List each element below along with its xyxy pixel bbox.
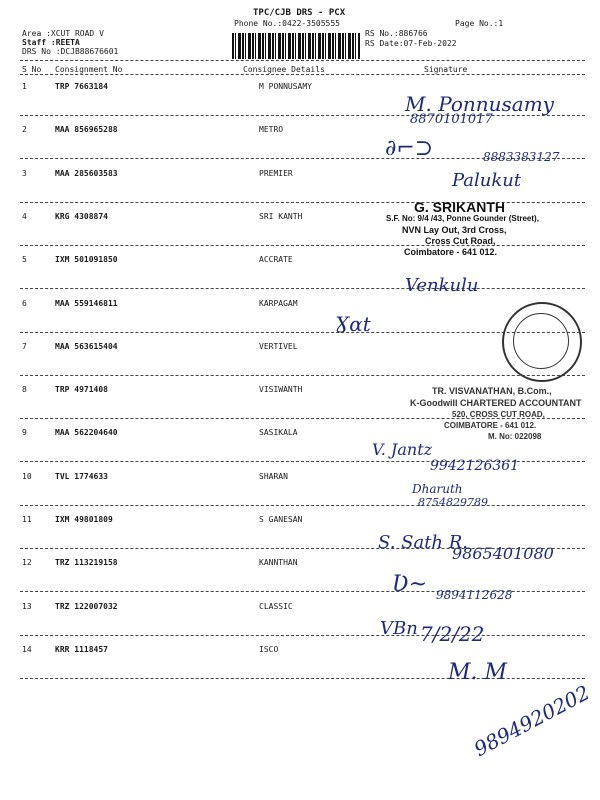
visvanathan-stamp-line1: TR. VISVANATHAN, B.Com., [432, 386, 552, 396]
signature-10: Dharuth [412, 482, 463, 496]
row-consignment: TRZ 122007032 [55, 602, 118, 611]
row-consignment: MAA 563615404 [55, 342, 118, 351]
report-title: TPC/CJB DRS - PCX [253, 8, 346, 18]
row-consignee: METRO [259, 125, 284, 134]
row-serial-number: 6 [22, 299, 27, 308]
row-serial-number: 13 [22, 602, 32, 611]
row-consignee: SHARAN [259, 472, 288, 481]
signature-12-number: 9894112628 [436, 588, 513, 602]
row-consignment: MAA 856965288 [55, 125, 118, 134]
signature-1: M. Ponnusamy [405, 92, 554, 116]
column-header-consignee: Consignee Details [243, 65, 325, 74]
row-separator [20, 332, 585, 333]
row-serial-number: 9 [22, 428, 27, 437]
row-consignment: TVL 1774633 [55, 472, 108, 481]
row-separator [20, 635, 585, 636]
signature-13-date: 7/2/22 [420, 622, 485, 646]
page-number: Page No.:1 [455, 19, 504, 28]
row-serial-number: 11 [22, 515, 32, 524]
area-label: Area :XCUT ROAD V [22, 29, 104, 38]
signature-1-number: 8870101017 [410, 112, 493, 127]
signature-5: Venkulu [405, 275, 479, 296]
row-serial-number: 1 [22, 82, 27, 91]
row-consignee: M PONNUSAMY [259, 82, 312, 91]
column-header-separator [20, 74, 585, 75]
row-serial-number: 4 [22, 212, 27, 221]
visvanathan-stamp-line3: 520, CROSS CUT ROAD, [452, 410, 545, 419]
row-consignee: ACCRATE [259, 255, 293, 264]
row-consignment: KRR 1118457 [55, 645, 108, 654]
row-consignee: S GANESAN [259, 515, 303, 524]
signature-2-number: 8883383127 [483, 150, 560, 164]
visvanathan-stamp-line4: COIMBATORE - 641 012. [444, 421, 537, 430]
row-consignment: MAA 562204640 [55, 428, 118, 437]
rs-number: RS No.:886766 [365, 29, 428, 38]
row-serial-number: 7 [22, 342, 27, 351]
signature-12: Ʋ~ [392, 572, 428, 597]
drs-number: DRS No :DCJB88676601 [22, 47, 119, 56]
row-separator [20, 245, 585, 246]
signature-11-number: 9865401080 [452, 544, 554, 563]
row-separator [20, 375, 585, 376]
row-serial-number: 2 [22, 125, 27, 134]
row-consignment: MAA 285603583 [55, 169, 118, 178]
visvanathan-stamp-line2: K-Goodwill CHARTERED ACCOUNTANT [410, 398, 582, 408]
srikanth-stamp-name: G. SRIKANTH [414, 199, 505, 215]
column-header-consignment: Consignment No [55, 65, 123, 74]
row-consignment: KRG 4308874 [55, 212, 108, 221]
staff-label: Staff :REETA [22, 38, 80, 47]
row-serial-number: 14 [22, 645, 32, 654]
signature-3: Palukut [452, 170, 522, 191]
srikanth-stamp-line2: NVN Lay Out, 3rd Cross, [402, 225, 507, 235]
row-consignment: TRZ 113219158 [55, 558, 118, 567]
row-serial-number: 5 [22, 255, 27, 264]
signature-6: Ɣɑt [335, 312, 371, 336]
visvanathan-stamp-line5: M. No: 022098 [488, 432, 542, 441]
row-consignee: VERTIVEL [259, 342, 298, 351]
row-consignment: TRP 4971408 [55, 385, 108, 394]
signature-9: V. Jantz [372, 440, 433, 459]
row-consignment: IXM 501091850 [55, 255, 118, 264]
row-consignee: SASIKALA [259, 428, 298, 437]
column-header-signature: Signature [424, 65, 468, 74]
row-consignment: MAA 559146811 [55, 299, 118, 308]
signature-9-number: 9942126361 [430, 458, 520, 474]
signature-10-number: 8754829789 [418, 496, 488, 509]
signature-14: M. M [448, 660, 508, 685]
row-consignee: VISIWANTH [259, 385, 303, 394]
signature-2: ∂⌐⊃ [385, 136, 434, 161]
row-consignee: KARPAGAM [259, 299, 298, 308]
row-consignee: SRI KANTH [259, 212, 303, 221]
phone-number: Phone No.:0422-3505555 [234, 19, 340, 28]
signature-11: S. Sath R. [378, 532, 469, 553]
row-serial-number: 12 [22, 558, 32, 567]
row-serial-number: 10 [22, 472, 32, 481]
ca-seal [502, 302, 582, 382]
signature-14-number: 9894920202 [470, 680, 594, 762]
column-header-sno: S No [22, 65, 42, 74]
barcode [232, 33, 360, 59]
row-separator [20, 505, 585, 506]
srikanth-stamp-line3: Cross Cut Road, [425, 236, 496, 246]
row-separator [20, 288, 585, 289]
row-serial-number: 8 [22, 385, 27, 394]
header-separator [20, 60, 585, 61]
row-serial-number: 3 [22, 169, 27, 178]
rs-date: RS Date:07-Feb-2022 [365, 39, 457, 48]
srikanth-stamp-line4: Coimbatore - 641 012. [404, 247, 498, 257]
row-consignee: ISCO [259, 645, 279, 654]
srikanth-stamp-line1: S.F. No: 9/4 /43, Ponne Gounder (Street), [386, 214, 539, 223]
row-consignment: TRP 7663184 [55, 82, 108, 91]
row-consignment: IXM 49801809 [55, 515, 113, 524]
row-consignee: CLASSIC [259, 602, 293, 611]
row-consignee: PREMIER [259, 169, 293, 178]
row-consignee: KANNTHAN [259, 558, 298, 567]
signature-13: VBn [380, 618, 418, 639]
